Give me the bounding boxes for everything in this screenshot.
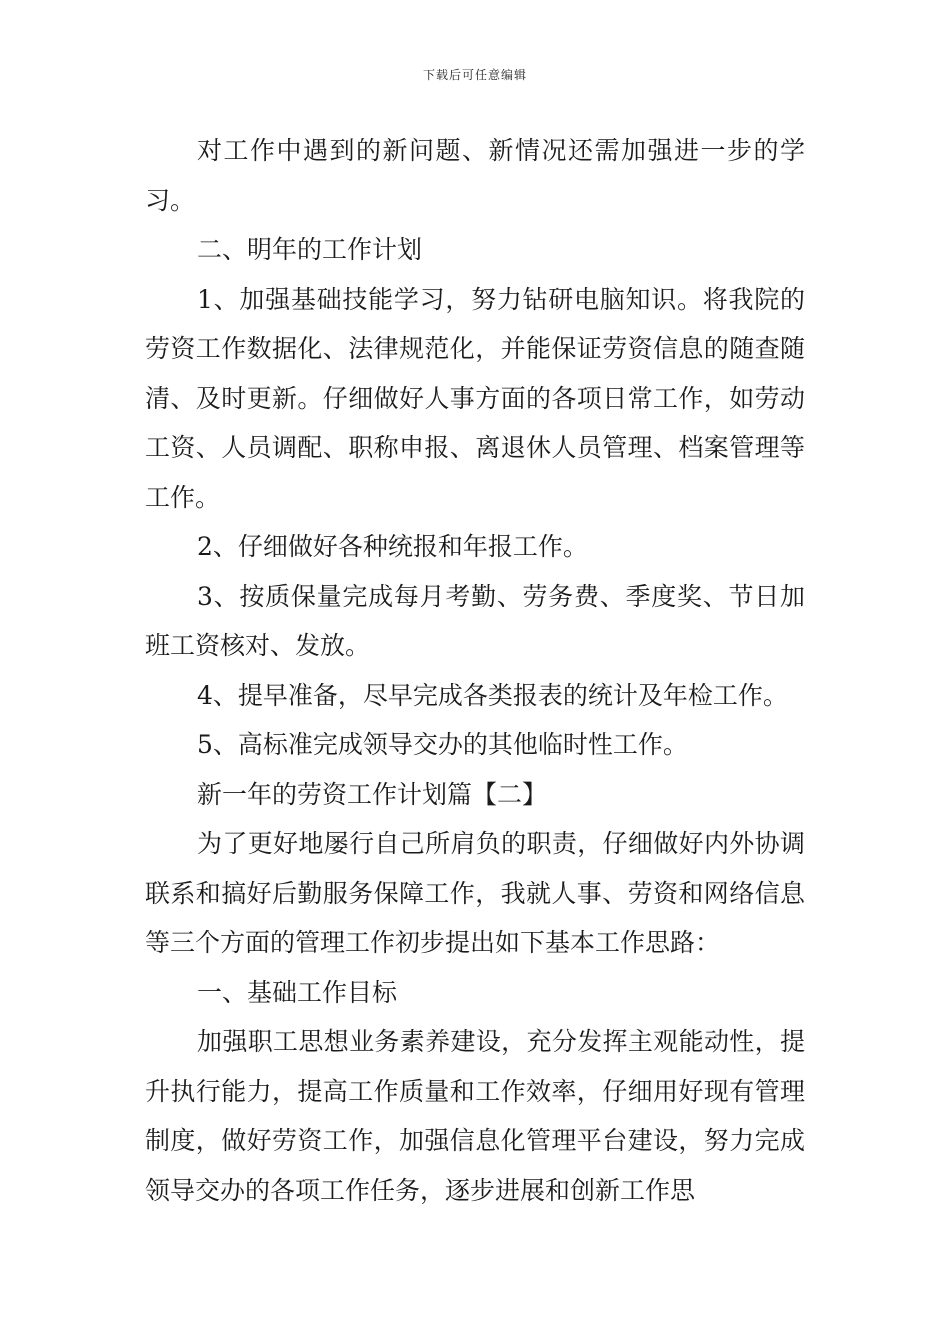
intro-paragraph: 为了更好地屡行自己所肩负的职责，仔细做好内外协调联系和搞好后勤服务保障工作，我就人事、劳资和网络信息等三个方面的管理工作初步提出如下基本工作思路： [145, 829, 805, 957]
plan-item-3: 3、按质保量完成每月考勤、劳务费、季度奖、节日加班工资核对、发放。 [145, 581, 805, 660]
goals-paragraph: 加强职工思想业务素养建设，充分发挥主观能动性，提升执行能力，提高工作质量和工作效率，仔细用好现有管理制度，做好劳资工作，加强信息化管理平台建设，努力完成领导交办的各项工作任务，逐步进展和创新工作思 [145, 1027, 805, 1205]
article-title-part-two: 新一年的劳资工作计划篇【二】 [197, 779, 548, 809]
section-heading-next-year-plan: 二、明年的工作计划 [197, 235, 423, 264]
plan-item-5: 5、高标准完成领导交办的其他临时性工作。 [197, 730, 688, 759]
document-body [145, 126, 805, 1215]
plan-item-4: 4、提早准备，尽早完成各类报表的统计及年检工作。 [197, 680, 788, 710]
plan-item-2: 2、仔细做好各种统报和年报工作。 [197, 532, 588, 561]
section-heading-basic-goals: 一、基础工作目标 [197, 977, 398, 1007]
paragraph-learning-note: 对工作中遇到的新问题、新情况还需加强进一步的学习。 [145, 136, 805, 215]
plan-item-1: 1、加强基础技能学习，努力钻研电脑知识。将我院的劳资工作数据化、法律规范化，并能保证劳资信息的随查随清、及时更新。仔细做好人事方面的各项日常工作，如劳动工资、人员调配、职称申报、离退休人员管理、档案管理等工作。 [145, 284, 805, 512]
page-header-note: 下载后可任意编辑 [422, 68, 527, 82]
